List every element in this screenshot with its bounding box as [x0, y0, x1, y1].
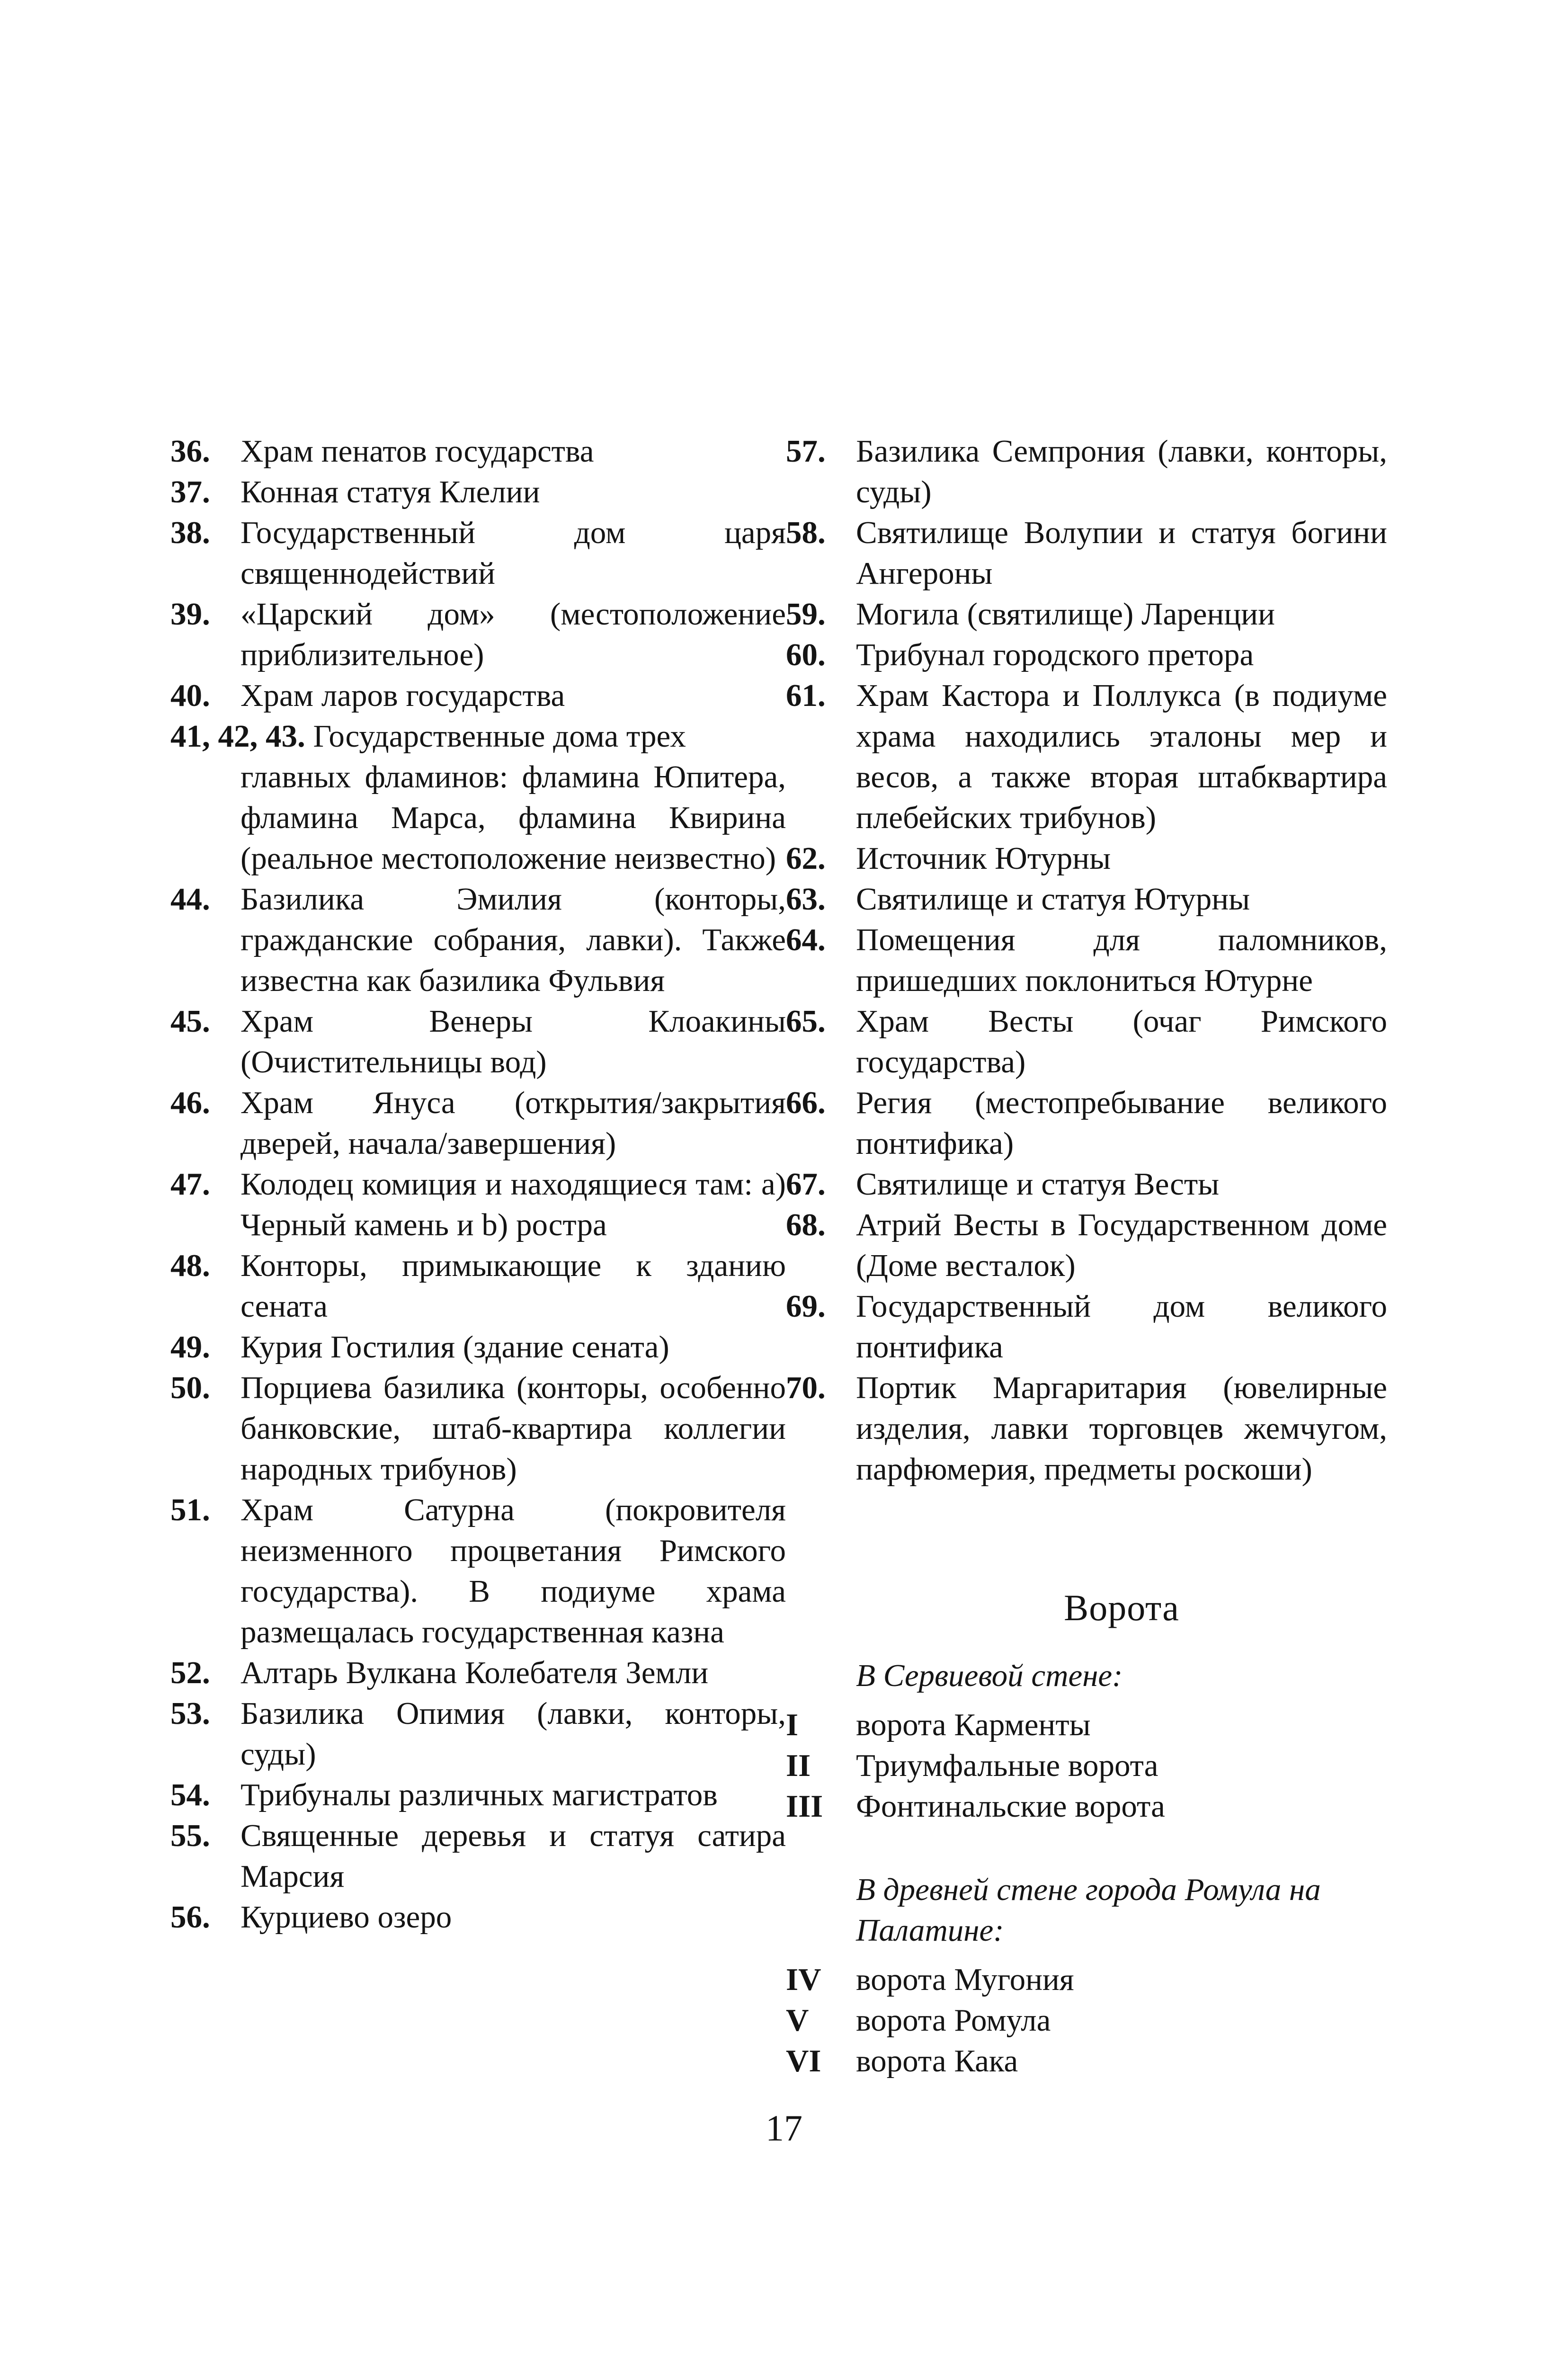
item-number: 59.	[786, 597, 826, 632]
list-item	[170, 472, 786, 512]
gate-text: ворота Ромула	[856, 2003, 1051, 2038]
list-item	[786, 1367, 1387, 1490]
item-text: Храм Весты (очаг Римского государства)	[856, 1004, 1387, 1079]
item-number: 44.	[170, 882, 210, 917]
item-number: 50.	[170, 1370, 210, 1405]
gate-number: VI	[786, 2043, 821, 2078]
list-item	[170, 512, 786, 594]
item-text: Конторы, примыкающие к зданию сената	[241, 1248, 786, 1324]
item-text: Конная статуя Клелии	[241, 474, 540, 509]
item-text: Атрий Весты в Государственном доме (Доме весталок)	[856, 1207, 1387, 1283]
page-number: 17	[766, 2107, 802, 2149]
list-item	[170, 716, 786, 879]
item-number: 56.	[170, 1900, 210, 1935]
section-title-gates: Ворота	[1064, 1587, 1179, 1628]
item-number: 52.	[170, 1655, 210, 1690]
item-number: 40.	[170, 678, 210, 713]
list-item	[170, 1815, 786, 1897]
list-item	[170, 675, 786, 716]
list-item	[786, 879, 1387, 919]
item-number: 69.	[786, 1289, 826, 1324]
item-number: 39.	[170, 597, 210, 632]
gate-number: III	[786, 1789, 823, 1824]
gate-text: ворота Кака	[856, 2043, 1018, 2078]
list-item	[786, 838, 1387, 879]
gate-number: IV	[786, 1962, 821, 1997]
item-text: Священные деревья и статуя сатира Марсия	[241, 1818, 786, 1894]
item-number: 47.	[170, 1167, 210, 1202]
list-item	[786, 594, 1387, 634]
list-item	[170, 1897, 786, 1937]
item-text: Курия Гостилия (здание сената)	[241, 1329, 669, 1365]
item-number: 67.	[786, 1167, 826, 1202]
item-number: 49.	[170, 1329, 210, 1365]
item-text: Курциево озеро	[241, 1900, 452, 1935]
item-number: 36.	[170, 434, 210, 469]
gate-text: Триумфальные ворота	[856, 1748, 1158, 1783]
list-item	[786, 919, 1387, 1001]
item-text: Храм Сатурна (покровителя неизменного процветания Римского государства). В подиуме храма размещалась государственная казна	[241, 1492, 786, 1650]
list-item	[170, 1164, 786, 1245]
item-text: Портик Маргаритария (ювелирные изделия, лавки торговцев жемчугом, парфюмерия, предметы роскоши)	[856, 1370, 1387, 1487]
item-text: Святилище Волупии и статуя богини Ангероны	[856, 515, 1387, 591]
list-item	[170, 1367, 786, 1490]
list-item	[170, 594, 786, 675]
item-text: Государственный дом великого понтифика	[856, 1289, 1387, 1365]
item-text: Базилика Эмилия (конторы, гражданские собрания, лавки). Также известна как базилика Фульвия	[241, 882, 786, 998]
item-text: «Царский дом» (местоположение приблизительное)	[241, 597, 786, 672]
gate-item	[786, 1704, 1387, 1745]
list-item	[170, 879, 786, 1001]
list-item	[170, 1245, 786, 1327]
item-number: 41, 42, 43.	[170, 719, 305, 754]
item-number: 70.	[786, 1370, 826, 1405]
item-text: Храм Кастора и Поллукса (в подиуме храма находились эталоны мер и весов, а также вторая штабквартира плебейских трибунов)	[856, 678, 1387, 835]
item-text: Трибунал городского претора	[856, 637, 1254, 672]
list-item	[170, 431, 786, 472]
item-text: Могила (святилище) Ларенции	[856, 597, 1275, 632]
list-item	[786, 1204, 1387, 1286]
item-text: Святилище и статуя Весты	[856, 1167, 1220, 1202]
item-number: 65.	[786, 1004, 826, 1039]
list-item	[786, 675, 1387, 838]
item-number: 66.	[786, 1085, 826, 1120]
item-number: 64.	[786, 922, 826, 957]
gates-group-heading: В Сервиевой стене:	[856, 1658, 1123, 1693]
item-number: 58.	[786, 515, 826, 550]
list-item	[170, 1082, 786, 1164]
gate-number: I	[786, 1707, 799, 1742]
list-item	[786, 1001, 1387, 1082]
item-number: 68.	[786, 1207, 826, 1242]
item-number: 57.	[786, 434, 826, 469]
item-text: Колодец комиция и находящиеся там: a) Черный камень и b) ростра	[241, 1167, 786, 1242]
item-text: Храм Януса (открытия/закрытия дверей, начала/завершения)	[241, 1085, 786, 1161]
left-column	[170, 431, 786, 1937]
item-number: 51.	[170, 1492, 210, 1527]
item-number: 45.	[170, 1004, 210, 1039]
gate-text: ворота Мугония	[856, 1962, 1074, 1997]
list-item	[170, 1490, 786, 1652]
item-text: Источник Ютурны	[856, 841, 1111, 876]
list-item	[170, 1652, 786, 1693]
list-item	[786, 1286, 1387, 1367]
gate-item	[786, 1959, 1387, 2000]
gate-item	[786, 1786, 1387, 1827]
item-text: Храм Венеры Клоакины (Очистительницы вод)	[241, 1004, 786, 1079]
item-text: Помещения для паломников, пришедших поклониться Ютурне	[856, 922, 1387, 998]
list-item	[170, 1693, 786, 1775]
list-item	[786, 1082, 1387, 1164]
list-item	[170, 1001, 786, 1082]
item-text: Алтарь Вулкана Колебателя Земли	[241, 1655, 709, 1690]
item-text: Базилика Семпрония (лавки, конторы, суды)	[856, 434, 1387, 509]
item-text: Трибуналы различных магистратов	[241, 1777, 718, 1812]
item-text: Государственный дом царя священнодействий	[241, 515, 786, 591]
item-text: Храм ларов государства	[241, 678, 565, 713]
item-number: 53.	[170, 1696, 210, 1731]
list-item	[170, 1775, 786, 1815]
right-column	[786, 431, 1387, 2081]
list-item	[786, 431, 1387, 512]
item-text: Святилище и статуя Ютурны	[856, 882, 1250, 917]
item-number: 37.	[170, 474, 210, 509]
list-item	[786, 512, 1387, 594]
item-number: 62.	[786, 841, 826, 876]
gate-item	[786, 1745, 1387, 1786]
item-number: 55.	[170, 1818, 210, 1853]
list-item	[170, 1327, 786, 1367]
item-text: Порциева базилика (конторы, особенно банковские, штаб-квартира коллегии народных трибунов)	[241, 1370, 786, 1487]
item-text: Храм пенатов государства	[241, 434, 594, 469]
gate-text: Фонтинальские ворота	[856, 1789, 1165, 1824]
gate-text: ворота Карменты	[856, 1707, 1091, 1742]
item-text: Государственные дома трех	[313, 719, 686, 754]
item-text-continued: главных фламинов: фламина Юпитера, фламина Марса, фламина Квирина (реальное местоположение неизвестно)	[241, 759, 786, 876]
gate-number: II	[786, 1748, 811, 1783]
item-number: 54.	[170, 1777, 210, 1812]
item-number: 48.	[170, 1248, 210, 1283]
item-number: 63.	[786, 882, 826, 917]
item-number: 60.	[786, 637, 826, 672]
list-item	[786, 634, 1387, 675]
item-number: 61.	[786, 678, 826, 713]
item-number: 46.	[170, 1085, 210, 1120]
gate-number: V	[786, 2003, 809, 2038]
item-text: Регия (местопребывание великого понтифика)	[856, 1085, 1387, 1161]
gate-item	[786, 2041, 1387, 2081]
item-number: 38.	[170, 515, 210, 550]
item-text: Базилика Опимия (лавки, конторы, суды)	[241, 1696, 786, 1772]
gates-group-heading: В древней стене города Ромула на Палатине:	[856, 1872, 1321, 1948]
gate-item	[786, 2000, 1387, 2041]
list-item	[786, 1164, 1387, 1204]
